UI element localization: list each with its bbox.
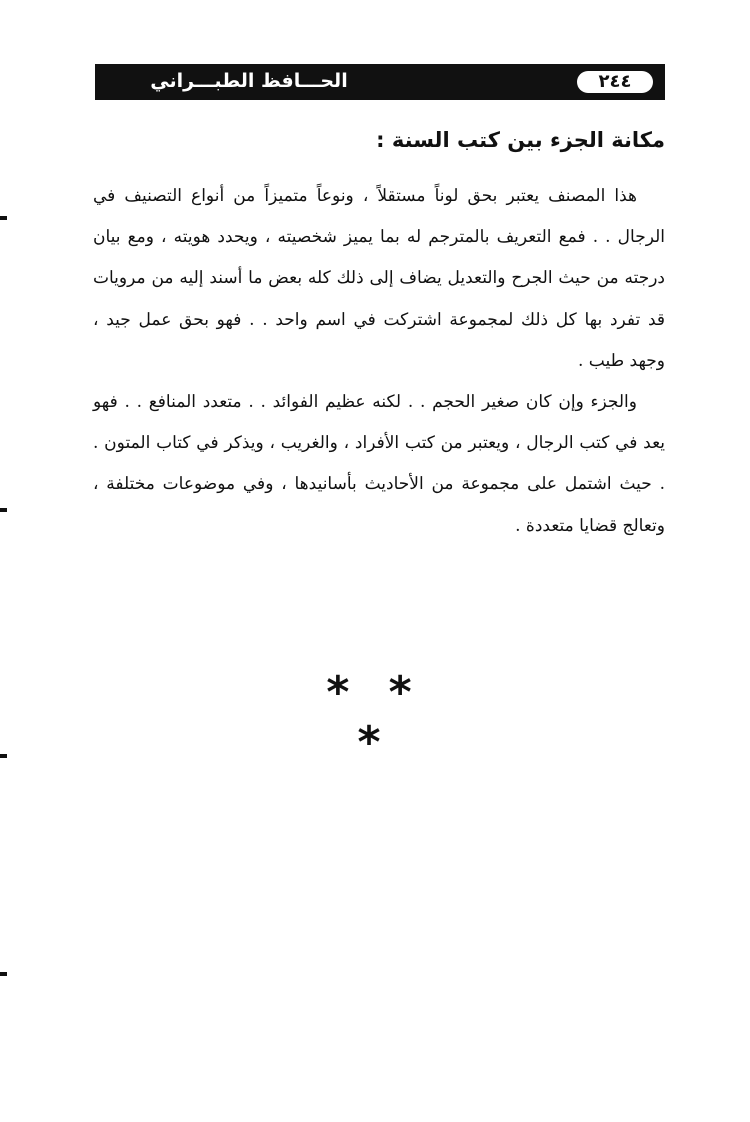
section-heading: مكانة الجزء بين كتب السنة : bbox=[376, 128, 665, 152]
page-number: ٢٤٤ bbox=[577, 71, 653, 93]
section-divider: * * * bbox=[326, 667, 424, 768]
scan-edge-mark bbox=[0, 754, 7, 758]
paragraph: والجزء وإن كان صغير الحجم . . لكنه عظيم الفوائد . . متعدد المنافع . . فهو يعد في كتب الرجال ، ويعتبر من كتب الأفراد ، والغريب ، ويذكر في كتاب المتون . . حيث اشتمل على مجموعة من الأحاديث بأسانيدها ، وفي موضوعات مختلفة ، وتعالج قضايا متعددة . bbox=[93, 392, 665, 536]
scan-edge-mark bbox=[0, 972, 7, 976]
scan-edge-mark bbox=[0, 508, 7, 512]
running-title: الحـــافظ الطبـــراني bbox=[150, 70, 348, 92]
paragraph: هذا المصنف يعتبر بحق لوناً مستقلاً ، ونوعاً متميزاً من أنواع التصنيف في الرجال . . فمع التعريف بالمترجم له بما يميز شخصيته ، ويحدد هويته ، ومع بيان درجته من حيث الجرح والتعديل يضاف إلى ذلك كله بعض ما أسند إليه من مرويات قد تفرد بها كل ذلك لمجموعة اشتركت في اسم واحد . . فهو بحق عمل جيد ، وجهد طيب . bbox=[93, 186, 665, 371]
scan-edge-mark bbox=[0, 216, 7, 220]
body-text bbox=[93, 176, 665, 547]
page-header-bar bbox=[95, 64, 665, 100]
